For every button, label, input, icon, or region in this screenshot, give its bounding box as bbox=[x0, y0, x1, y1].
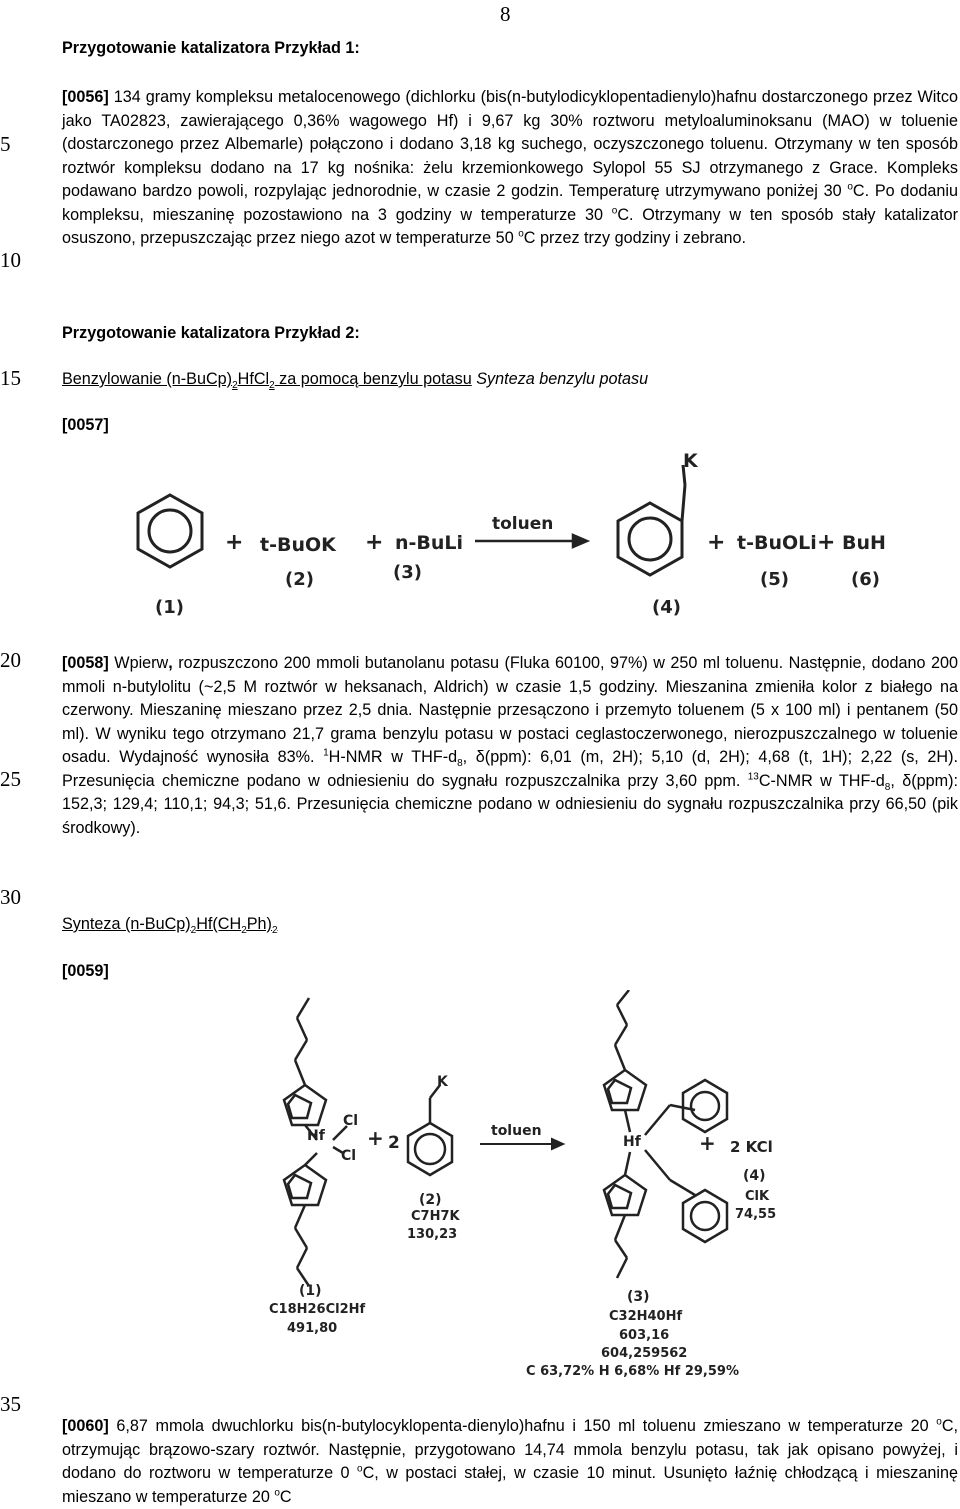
synthesis-heading: Synteza $(n-BuCp)_2Hf(CH_2Ph)_2$ bbox=[62, 915, 278, 937]
product-4-label: 2 KCl bbox=[730, 1138, 773, 1156]
potassium-label: K bbox=[683, 450, 698, 472]
paragraph-0058: [0058] Wpierw, rozpuszczono 200 mmoli butanolanu potasu (Fluka 60100, 97%) w 250 ml toluenu. Następnie, dodano 200 mmoli n-butylolitu (~2,5 M roztwór w heksanach, Aldrich) w czasie 1,5 godziny. Mieszanina zmieniła kolor z białego na czerwony. Mieszaninę mieszano przez 2,5 dnia. Następnie przesączono i przemyto toluenem (5 x 100 ml) i pentanem (50 ml). W wyniku tego otrzymano 21,7 grama benzylu potasu w postaci ceglastoczerwonego, nierozpuszczalnego w toluenie osadu. Wydajność wynosiła 83%. $^1$H-NMR w THF-$d_8$, δ(ppm): 6,01 (m, 2H); 5,10 (d, 2H); 4,68 (t, 1H); 2,22 (s, 2H). Przesunięcia chemiczne podano w odniesieniu do sygnału rozpuszczalnika przy 3,60 ppm. $^{13}$C-NMR w THF-$d_8$, δ(ppm): 152,3; 129,4; 110,1; 94,3; 51,6. Przesunięcia chemiczne podano w odniesieniu do sygnału rozpuszczalnika przy 66,50 (pik środkowy). bbox=[62, 654, 959, 837]
plus-sign: + bbox=[817, 530, 836, 555]
molar-mass-2: 130,23 bbox=[407, 1227, 458, 1242]
compound-number-4: (4) bbox=[652, 597, 681, 618]
arrow-label: toluen bbox=[491, 1123, 542, 1139]
reagent-3-label: n-BuLi bbox=[395, 532, 464, 554]
hafnium-label: Hf bbox=[307, 1128, 325, 1144]
line-number-35: 35 bbox=[0, 1392, 21, 1416]
paragraph-0057-tag: [0057] bbox=[62, 416, 109, 434]
line-number-5: 5 bbox=[0, 132, 11, 156]
formula-2: C7H7K bbox=[411, 1209, 460, 1224]
formula-3: C32H40Hf bbox=[609, 1309, 683, 1324]
line-number-25: 25 bbox=[0, 767, 21, 791]
compound-number-2: (2) bbox=[285, 569, 314, 590]
paragraph-0056: [0056] 134 gramy kompleksu metalocenowego (dichlorku (bis(n-butylodicyklopentadienylo)hafnu dostarczonego przez Witco jako TA02823, zawierającego 0,36% wagowego Hf) i 9,67 kg 30% roztworu metyloaluminoksanu (MAO) w toluenie (dostarczonego przez Albemarle) połączono i dodano 3,18 kg suchego, oczyszczonego toluenu. Otrzymany w ten sposób roztwór kompleksu dodano na 17 kg nośnika: żelu krzemionkowego Sylopol 55 SJ otrzymanego z Grace. Kompleks podawano bardzo powoli, rozpylając jednorodnie, w czasie 2 godzin. Temperaturę utrzymywano poniżej 30 $^o$C. Po dodaniu kompleksu, mieszaninę pozostawiono na 3 godziny w temperaturze 30 $^o$C. Otrzymany w ten sposób stały katalizator osuszono, przepuszczając przez niego azot w temperaturze 50 $^o$C przez trzy godziny i zebrano. bbox=[62, 88, 958, 247]
line-number-20: 20 bbox=[0, 648, 21, 672]
compound-number-4: (4) bbox=[743, 1168, 766, 1184]
reaction-scheme-1 bbox=[125, 437, 890, 627]
benzene-ring-1 bbox=[138, 495, 202, 567]
coefficient: 2 bbox=[388, 1133, 400, 1153]
formula-4: ClK bbox=[745, 1189, 770, 1204]
product-6-label: BuH bbox=[842, 532, 886, 554]
line-number-30: 30 bbox=[0, 885, 21, 909]
molar-mass-3: 603,16 bbox=[619, 1328, 670, 1343]
plus-sign: + bbox=[707, 530, 726, 555]
compound-number-5: (5) bbox=[760, 569, 789, 590]
product-5-label: t-BuOLi bbox=[737, 532, 817, 554]
molar-mass-1: 491,80 bbox=[287, 1321, 338, 1336]
exact-mass-3: 604,259562 bbox=[601, 1346, 688, 1361]
plus-sign: + bbox=[365, 530, 384, 555]
compound-number-3: (3) bbox=[393, 562, 422, 583]
benzylation-heading: Benzylowanie $(n-BuCp)_2HfCl_2$ za pomocą benzylu potasu Synteza benzylu potasu bbox=[62, 370, 649, 392]
plus-sign: + bbox=[367, 1126, 384, 1150]
plus-sign: + bbox=[699, 1131, 716, 1155]
compound-number-3: (3) bbox=[627, 1289, 650, 1305]
paragraph-0060: [0060] 6,87 mmola dwuchlorku bis(n-butylocyklopenta-dienylo)hafnu i 150 ml toluenu zmieszano w temperaturze 20 $^o$C, otrzymując brązowo-szary roztwór. Następnie, przygotowano 14,74 mmola benzylu potasu, tak jak opisano powyżej, i dodano do roztworu w temperaturze 0 $^o$C, w postaci stałej, w czasie 10 minut. Usunięto łaźnię chłodzącą i mieszaninę mieszano w temperaturze 20 $^o$C bbox=[62, 1416, 958, 1506]
benzyl-potassium-structure bbox=[408, 1085, 452, 1175]
reaction-arrow bbox=[480, 1139, 563, 1149]
formula-1: C18H26Cl2Hf bbox=[269, 1302, 366, 1317]
arrow-label: toluen bbox=[492, 514, 554, 534]
page-number: 8 bbox=[500, 2, 511, 26]
paragraph-tag: [0058] bbox=[62, 654, 109, 672]
molar-mass-4: 74,55 bbox=[735, 1207, 777, 1222]
line-number-15: 15 bbox=[0, 366, 21, 390]
potassium-label: K bbox=[437, 1074, 448, 1090]
paragraph-tag: [0056] bbox=[62, 88, 109, 106]
line-number-10: 10 bbox=[0, 248, 21, 272]
reaction-scheme-2 bbox=[225, 990, 825, 1395]
compound-number-6: (6) bbox=[851, 569, 880, 590]
hafnium-label: Hf bbox=[623, 1134, 641, 1150]
plus-sign: + bbox=[225, 530, 244, 555]
chlorine-label: Cl bbox=[341, 1148, 357, 1164]
paragraph-0059-tag: [0059] bbox=[62, 962, 109, 980]
compound-number-1: (1) bbox=[155, 597, 184, 618]
elemental-analysis-3: C 63,72% H 6,68% Hf 29,59% bbox=[526, 1364, 739, 1379]
example2-heading: Przygotowanie katalizatora Przykład 2: bbox=[62, 324, 360, 342]
chlorine-label: Cl bbox=[343, 1113, 359, 1129]
compound-number-2: (2) bbox=[419, 1192, 442, 1208]
benzyl-potassium-structure bbox=[618, 465, 685, 575]
paragraph-tag: [0060] bbox=[62, 1417, 109, 1435]
example1-heading: Przygotowanie katalizatora Przykład 1: bbox=[62, 39, 360, 57]
reagent-2-label: t-BuOK bbox=[260, 534, 336, 556]
compound-number-1: (1) bbox=[299, 1283, 322, 1299]
reaction-arrow bbox=[475, 535, 587, 547]
